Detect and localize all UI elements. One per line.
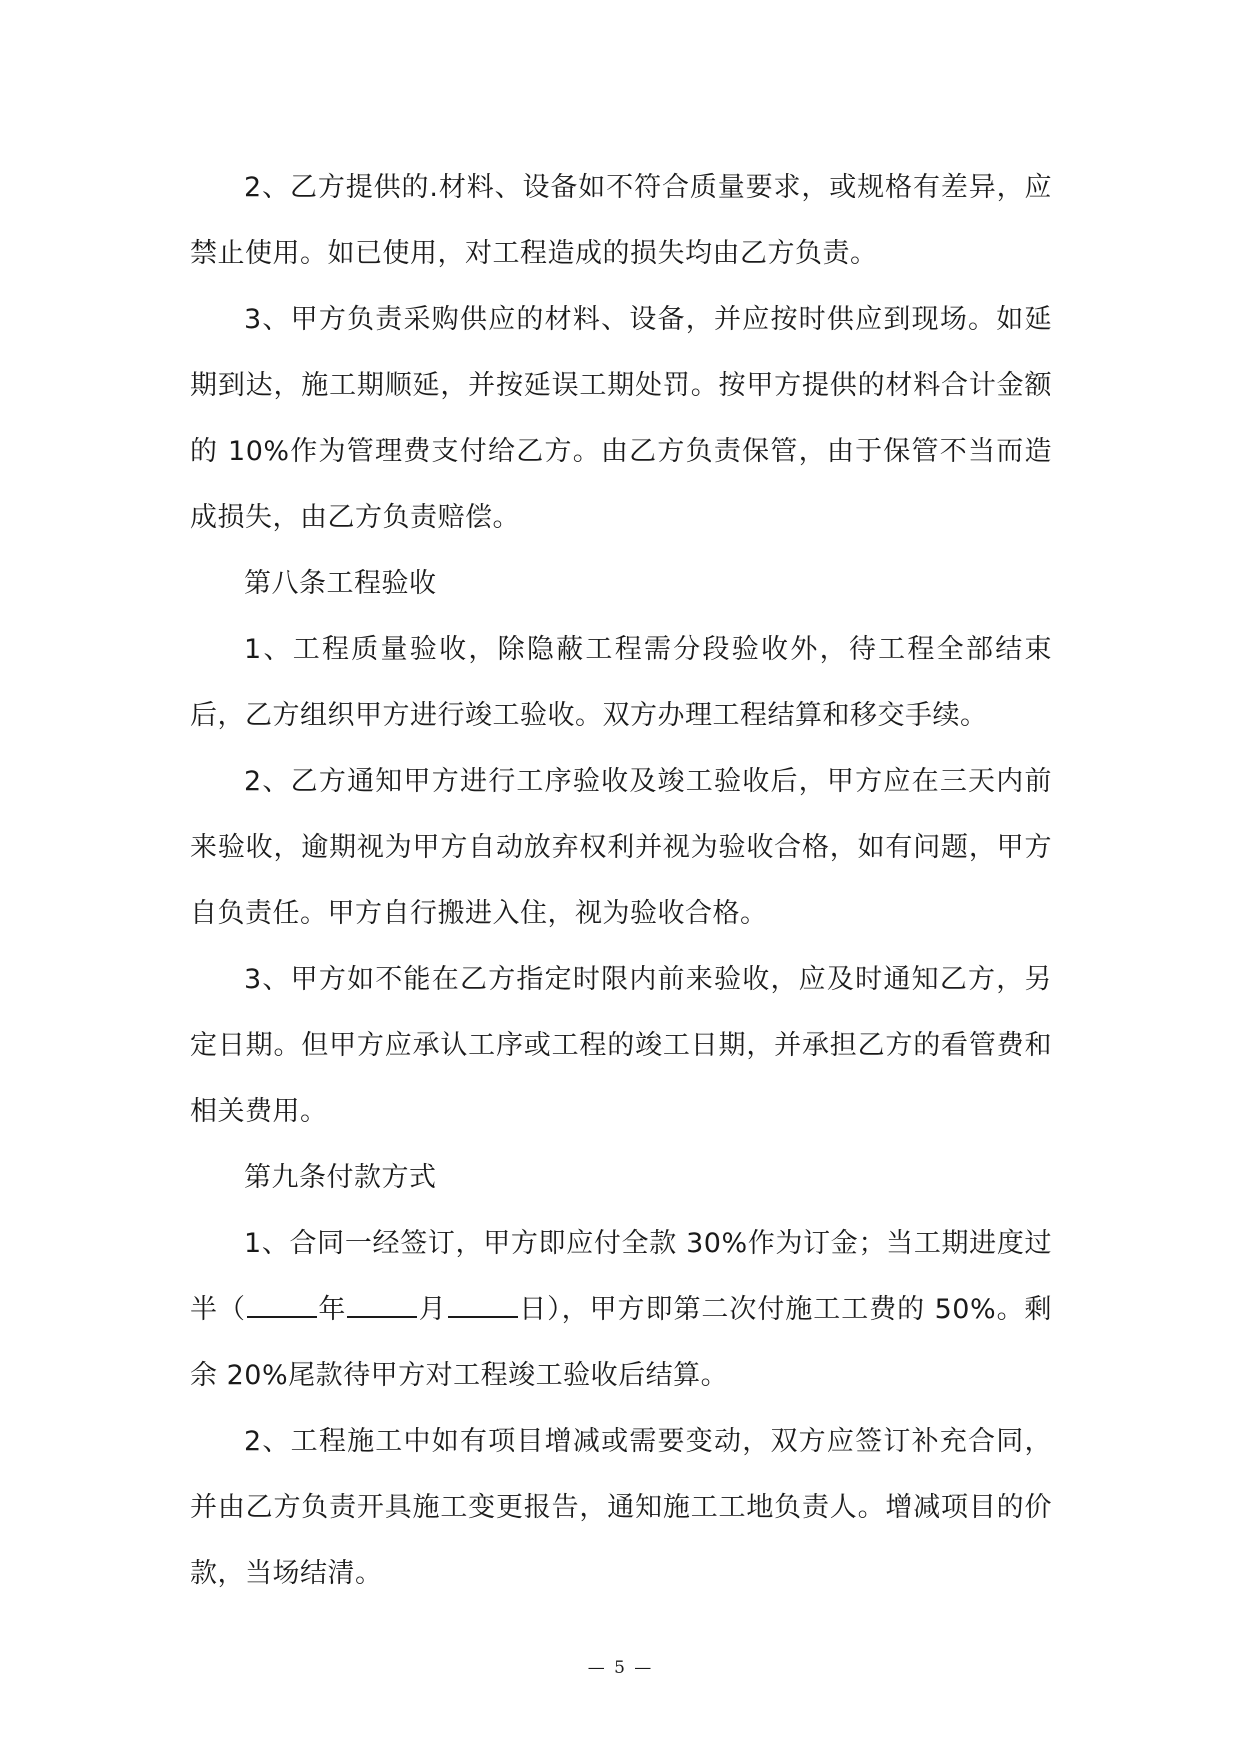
clause-9-item-2: 2、工程施工中如有项目增减或需要变动，双方应签订补充合同，并由乙方负责开具施工变更报告，通知施工工地负责人。增减项目的价款，当场结清。 bbox=[190, 1426, 1052, 1589]
clause-9-item-1-part1: 1、合同一经签订，甲方即应付全款 30%作为订金；当工期进度过半（ bbox=[190, 1228, 1052, 1325]
page-number: — 5 — bbox=[587, 1658, 654, 1678]
year-label: 年 bbox=[317, 1294, 347, 1325]
day-blank bbox=[448, 1292, 518, 1318]
month-label: 月 bbox=[418, 1294, 447, 1325]
clause-7-item-3: 3、甲方负责采购供应的材料、设备，并应按时供应到现场。如延期到达，施工期顺延，并按延误工期处罚。按甲方提供的材料合计金额的 10%作为管理费支付给乙方。由乙方负责保管，由于保管不当而造成损失，由乙方负责赔偿。 bbox=[190, 304, 1052, 533]
clause-7-item-2: 2、乙方提供的.材料、设备如不符合质量要求，或规格有差异，应禁止使用。如已使用，对工程造成的损失均由乙方负责。 bbox=[190, 172, 1052, 269]
clause-8-item-2: 2、乙方通知甲方进行工序验收及竣工验收后，甲方应在三天内前来验收，逾期视为甲方自动放弃权利并视为验收合格，如有问题，甲方自负责任。甲方自行搬进入住，视为验收合格。 bbox=[190, 766, 1052, 929]
article-9-heading: 第九条付款方式 bbox=[244, 1162, 437, 1193]
clause-8-item-1: 1、工程质量验收，除隐蔽工程需分段验收外，待工程全部结束后，乙方组织甲方进行竣工验收。双方办理工程结算和移交手续。 bbox=[190, 634, 1052, 731]
clause-9-item-1 bbox=[190, 1211, 1052, 1409]
month-blank bbox=[347, 1292, 417, 1318]
article-8-heading: 第八条工程验收 bbox=[244, 568, 437, 599]
document-body bbox=[190, 155, 1052, 1607]
clause-8-item-3: 3、甲方如不能在乙方指定时限内前来验收，应及时通知乙方，另定日期。但甲方应承认工序或工程的竣工日期，并承担乙方的看管费和相关费用。 bbox=[190, 964, 1052, 1127]
clause-9-item-1-part2: 日），甲方即第二次付施工工费的 50%。剩余 20%尾款待甲方对工程竣工验收后结算。 bbox=[190, 1294, 1053, 1391]
year-blank bbox=[247, 1292, 317, 1318]
